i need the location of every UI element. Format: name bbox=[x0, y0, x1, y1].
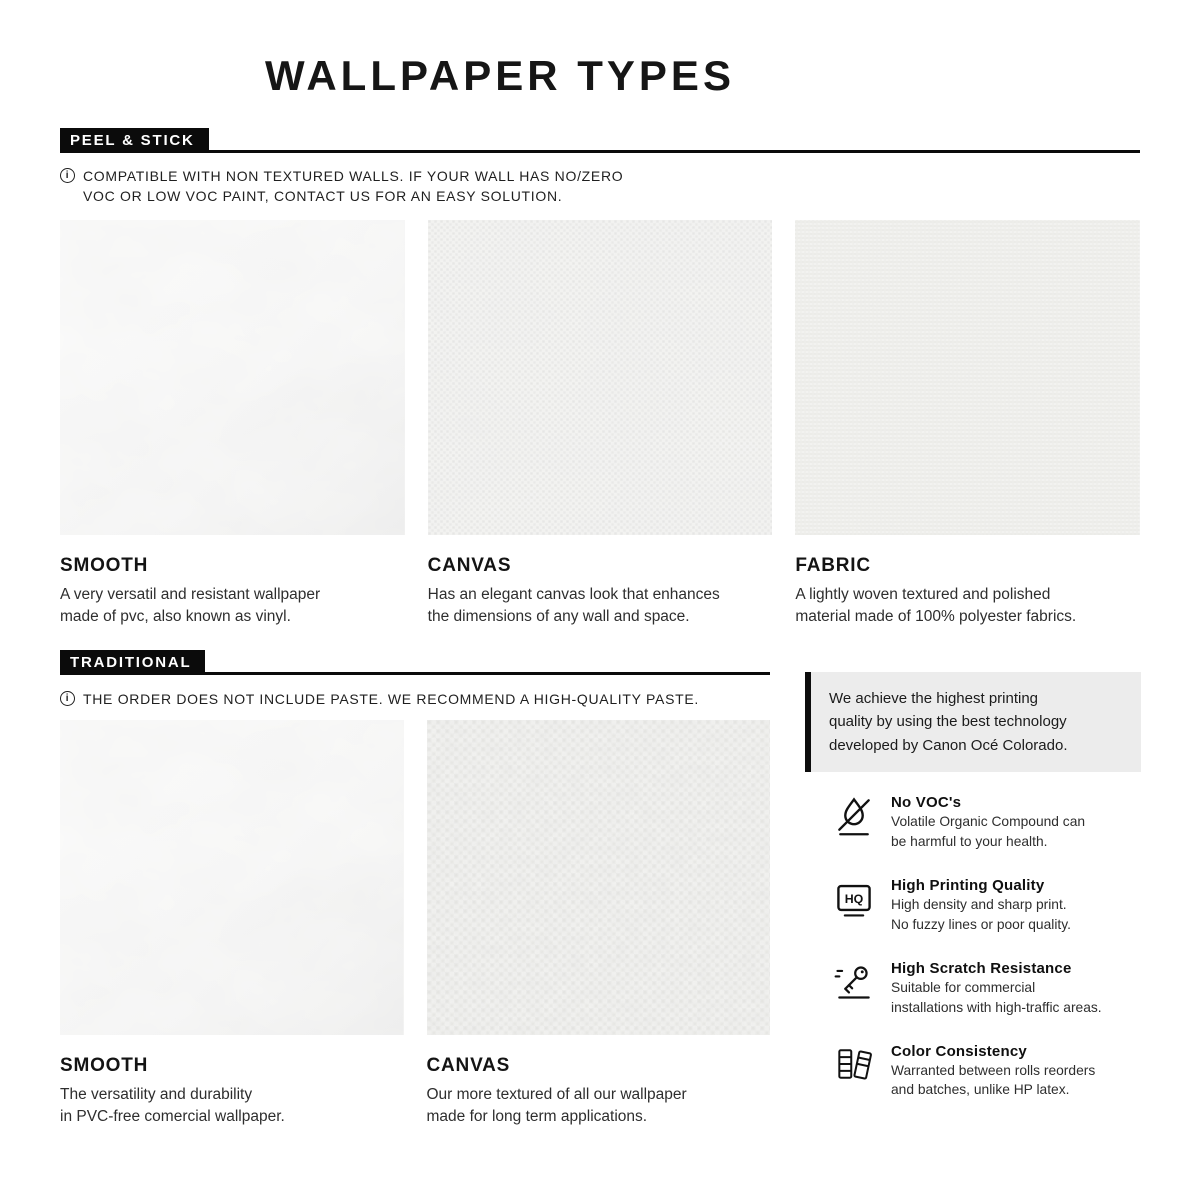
desc-line: and batches, unlike HP latex. bbox=[891, 1082, 1070, 1098]
swatch-description bbox=[795, 584, 1140, 627]
swatch-name: CANVAS bbox=[427, 555, 512, 576]
feature-description bbox=[891, 978, 1102, 1017]
feature-title: No VOC's bbox=[891, 794, 962, 811]
desc-line: the dimensions of any wall and space. bbox=[427, 607, 690, 625]
note-text bbox=[83, 166, 623, 207]
traditional-note bbox=[60, 689, 699, 709]
rough-canvas-texture-image bbox=[427, 720, 771, 1035]
key-scratch-icon bbox=[832, 959, 876, 1003]
swatch-card-smooth-traditional bbox=[60, 720, 404, 1127]
desc-line: made for long term applications. bbox=[426, 1107, 648, 1125]
feature-high-scratch-resistance bbox=[832, 959, 1144, 1017]
feature-title: High Scratch Resistance bbox=[891, 959, 1072, 977]
peel-stick-note bbox=[60, 166, 623, 207]
feature-text bbox=[891, 793, 1085, 851]
fine-canvas-texture-image bbox=[428, 220, 773, 535]
swatch-card-smooth bbox=[60, 220, 405, 627]
desc-line: made of pvc, also known as vinyl. bbox=[60, 607, 291, 625]
smooth-vinyl-texture-image bbox=[60, 220, 405, 535]
feature-text bbox=[891, 1042, 1095, 1100]
swatch-description bbox=[60, 584, 405, 627]
statement-line: developed by Canon Océ Colorado. bbox=[829, 736, 1068, 754]
section-header-peel-stick bbox=[60, 128, 1140, 154]
feature-title: High Printing Quality bbox=[891, 876, 1045, 894]
color-swatches-icon bbox=[832, 1042, 876, 1086]
page-title: WALLPAPER TYPES bbox=[265, 52, 735, 99]
info-icon-glyph: i bbox=[65, 692, 70, 704]
feature-list bbox=[832, 793, 1144, 1100]
swatch-name: SMOOTH bbox=[60, 555, 149, 576]
swatch-description bbox=[428, 584, 773, 627]
feature-description bbox=[891, 895, 1071, 934]
desc-line: Volatile Organic Compound can bbox=[891, 814, 1086, 830]
desc-line: Has an elegant canvas look that enhances bbox=[427, 586, 720, 603]
hq-badge-icon bbox=[832, 876, 876, 920]
swatch-description bbox=[60, 1084, 404, 1127]
swatch-description bbox=[427, 1084, 771, 1127]
statement-line: We achieve the highest printing bbox=[829, 690, 1039, 707]
desc-line: material made of 100% polyester fabrics. bbox=[795, 607, 1077, 625]
desc-line: The versatility and durability bbox=[60, 1086, 253, 1103]
feature-color-consistency bbox=[832, 1042, 1144, 1100]
desc-line: Our more textured of all our wallpaper bbox=[426, 1086, 687, 1103]
info-icon-glyph: i bbox=[65, 169, 70, 181]
desc-line: Suitable for commercial bbox=[891, 980, 1036, 996]
desc-line: A very versatil and resistant wallpaper bbox=[60, 586, 321, 603]
swatch-name: SMOOTH bbox=[60, 1055, 149, 1076]
hq-badge-text: HQ bbox=[844, 891, 864, 906]
swatch-name: CANVAS bbox=[426, 1055, 511, 1076]
feature-description bbox=[891, 1061, 1095, 1100]
feature-text bbox=[891, 959, 1102, 1017]
feature-description bbox=[891, 812, 1085, 851]
printing-quality-statement bbox=[805, 672, 1141, 772]
section-label-peel-stick: PEEL & STICK bbox=[60, 128, 209, 153]
note-line: VOC OR LOW VOC PAINT, CONTACT US FOR AN EASY SOLUTION. bbox=[83, 188, 563, 205]
desc-line: No fuzzy lines or poor quality. bbox=[891, 916, 1071, 932]
desc-line: High density and sharp print. bbox=[891, 897, 1067, 913]
woven-fabric-texture-image bbox=[795, 220, 1140, 535]
desc-line: installations with high-traffic areas. bbox=[891, 999, 1102, 1015]
swatch-name: FABRIC bbox=[795, 555, 871, 576]
note-text bbox=[83, 689, 699, 709]
desc-line: in PVC-free comercial wallpaper. bbox=[60, 1107, 285, 1125]
info-icon bbox=[60, 168, 75, 183]
desc-line: Warranted between rolls reorders bbox=[891, 1063, 1096, 1079]
note-line: COMPATIBLE WITH NON TEXTURED WALLS. IF YOUR WALL HAS NO/ZERO bbox=[83, 168, 624, 184]
statement-line: quality by using the best technology bbox=[829, 713, 1067, 731]
smooth-matte-texture-image bbox=[60, 720, 404, 1035]
traditional-swatches bbox=[60, 720, 770, 1127]
info-icon bbox=[60, 691, 75, 706]
section-rule bbox=[60, 150, 1140, 153]
desc-line: be harmful to your health. bbox=[891, 833, 1048, 849]
swatch-card-canvas-traditional bbox=[427, 720, 771, 1127]
note-line: THE ORDER DOES NOT INCLUDE PASTE. WE RECOMMEND A HIGH-QUALITY PASTE. bbox=[83, 691, 699, 707]
desc-line: A lightly woven textured and polished bbox=[795, 586, 1051, 603]
section-header-traditional bbox=[60, 650, 770, 676]
feature-no-vocs bbox=[832, 793, 1144, 851]
swatch-card-fabric bbox=[795, 220, 1140, 627]
feature-high-printing-quality bbox=[832, 876, 1144, 934]
no-voc-icon bbox=[832, 793, 876, 837]
peel-stick-swatches bbox=[60, 220, 1140, 627]
section-label-traditional: TRADITIONAL bbox=[60, 650, 205, 675]
swatch-card-canvas bbox=[428, 220, 773, 627]
feature-text bbox=[891, 876, 1071, 934]
feature-title: Color Consistency bbox=[891, 1042, 1027, 1060]
